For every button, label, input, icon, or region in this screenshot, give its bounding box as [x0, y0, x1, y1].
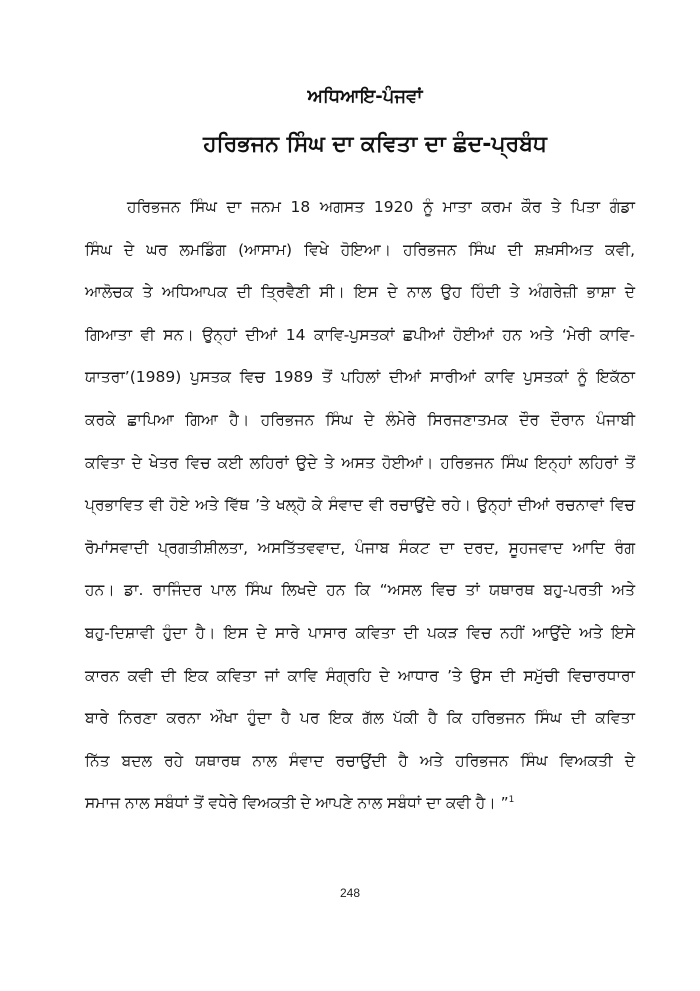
body-paragraph [85, 186, 635, 825]
page-number: 248 [339, 886, 361, 900]
paragraph-line-last [85, 782, 635, 825]
paragraph-line: ਆਲੋਚਕ ਤੇ ਅਧਿਆਪਕ ਦੀ ਤ੍ਰਿਵੈਣੀ ਸੀ। ਇਸ ਦੇ ਨਾਲ ਉਹ ਹਿੰਦੀ ਤੇ ਅੰਗਰੇਜ਼ੀ ਭਾਸ਼ਾ ਦੇ [85, 283, 635, 302]
chapter-title: ਹਰਿਭਜਨ ਸਿੰਘ ਦਾ ਕਵਿਤਾ ਦਾ ਛੰਦ-ਪ੍ਰਬੰਧ [203, 132, 547, 157]
paragraph-line: ਯਾਤਰਾ’(1989) ਪੁਸਤਕ ਵਿਚ 1989 ਤੋਂ ਪਹਿਲਾਂ ਦੀਆਂ ਸਾਰੀਆਂ ਕਾਵਿ ਪੁਸਤਕਾਂ ਨੂੰ ਇਕੱਠਾ [85, 368, 635, 387]
paragraph-line-text: ਸਮਾਜ ਨਾਲ ਸਬੰਧਾਂ ਤੋਂ ਵਧੇਰੇ ਵਿਅਕਤੀ ਦੇ ਆਪਣੇ ਨਾਲ ਸਬੰਧਾਂ ਦਾ ਕਵੀ ਹੈ। ” [85, 794, 509, 813]
paragraph-line: ਪ੍ਰਭਾਵਿਤ ਵੀ ਹੋਏ ਅਤੇ ਵਿੱਥ ’ਤੇ ਖਲ੍ਹੋ ਕੇ ਸੰਵਾਦ ਵੀ ਰਚਾਉਂਦੇ ਰਹੇ। ਉਨ੍ਹਾਂ ਦੀਆਂ ਰਚਨਾਵਾਂ ਵਿਚ [85, 496, 635, 515]
paragraph-line: ਕਾਰਨ ਕਵੀ ਦੀ ਇਕ ਕਵਿਤਾ ਜਾਂ ਕਾਵਿ ਸੰਗ੍ਰਹਿ ਦੇ ਆਧਾਰ ’ਤੇ ਉਸ ਦੀ ਸਮੁੱਚੀ ਵਿਚਾਰਧਾਰਾ [85, 666, 635, 685]
paragraph-line: ਬਾਰੇ ਨਿਰਣਾ ਕਰਨਾ ਔਖਾ ਹੁੰਦਾ ਹੈ ਪਰ ਇਕ ਗੱਲ ਪੱਕੀ ਹੈ ਕਿ ਹਰਿਭਜਨ ਸਿੰਘ ਦੀ ਕਵਿਤਾ [85, 709, 635, 728]
paragraph-line: ਹਨ। ਡਾ. ਰਾਜਿੰਦਰ ਪਾਲ ਸਿੰਘ ਲਿਖਦੇ ਹਨ ਕਿ “ਅਸਲ ਵਿਚ ਤਾਂ ਯਥਾਰਥ ਬਹੁ-ਪਰਤੀ ਅਤੇ [85, 581, 635, 600]
chapter-label: ਅਧਿਆਇ-ਪੰਜਵਾਂ [307, 86, 423, 107]
paragraph-line: ਨਿੱਤ ਬਦਲ ਰਹੇ ਯਥਾਰਥ ਨਾਲ ਸੰਵਾਦ ਰਚਾਉਂਦੀ ਹੈ ਅਤੇ ਹਰਿਭਜਨ ਸਿੰਘ ਵਿਅਕਤੀ ਦੇ [85, 751, 635, 770]
paragraph-line: ਹਰਿਭਜਨ ਸਿੰਘ ਦਾ ਜਨਮ 18 ਅਗਸਤ 1920 ਨੂੰ ਮਾਤਾ ਕਰਮ ਕੌਰ ਤੇ ਪਿਤਾ ਗੰਡਾ [127, 198, 635, 216]
paragraph-line: ਕਵਿਤਾ ਦੇ ਖੇਤਰ ਵਿਚ ਕਈ ਲਹਿਰਾਂ ਉਦੇ ਤੇ ਅਸਤ ਹੋਈਆਂ। ਹਰਿਭਜਨ ਸਿੰਘ ਇਨ੍ਹਾਂ ਲਹਿਰਾਂ ਤੋਂ [85, 453, 635, 472]
paragraph-line: ਰੋਮਾਂਸਵਾਦੀ ਪ੍ਰਗਤੀਸ਼ੀਲਤਾ, ਅਸਤਿੱਤਵਵਾਦ, ਪੰਜਾਬ ਸੰਕਟ ਦਾ ਦਰਦ, ਸੂਹਜਵਾਦ ਆਦਿ ਰੰਗ [85, 538, 635, 557]
paragraph-line: ਗਿਆਤਾ ਵੀ ਸਨ। ਉਨ੍ਹਾਂ ਦੀਆਂ 14 ਕਾਵਿ-ਪੁਸਤਕਾਂ ਛਪੀਆਂ ਹੋਈਆਂ ਹਨ ਅਤੇ ‘ਮੇਰੀ ਕਾਵਿ- [85, 325, 635, 344]
paragraph-line: ਬਹੁ-ਦਿਸ਼ਾਵੀ ਹੁੰਦਾ ਹੈ। ਇਸ ਦੇ ਸਾਰੇ ਪਾਸਾਰ ਕਵਿਤਾ ਦੀ ਪਕੜ ਵਿਚ ਨਹੀਂ ਆਉਂਦੇ ਅਤੇ ਇਸੇ [85, 623, 635, 642]
footnote-marker[interactable]: 1 [508, 795, 515, 806]
paragraph-line: ਸਿੰਘ ਦੇ ਘਰ ਲਮਡਿੰਗ (ਆਸਾਮ) ਵਿਖੇ ਹੋਇਆ। ਹਰਿਭਜਨ ਸਿੰਘ ਦੀ ਸ਼ਖ਼ਸੀਅਤ ਕਵੀ, [85, 240, 635, 259]
paragraph-line: ਕਰਕੇ ਛਾਪਿਆ ਗਿਆ ਹੈ। ਹਰਿਭਜਨ ਸਿੰਘ ਦੇ ਲੰਮੇਰੇ ਸਿਰਜਣਾਤਮਕ ਦੌਰ ਦੌਰਾਨ ਪੰਜਾਬੀ [85, 410, 635, 429]
